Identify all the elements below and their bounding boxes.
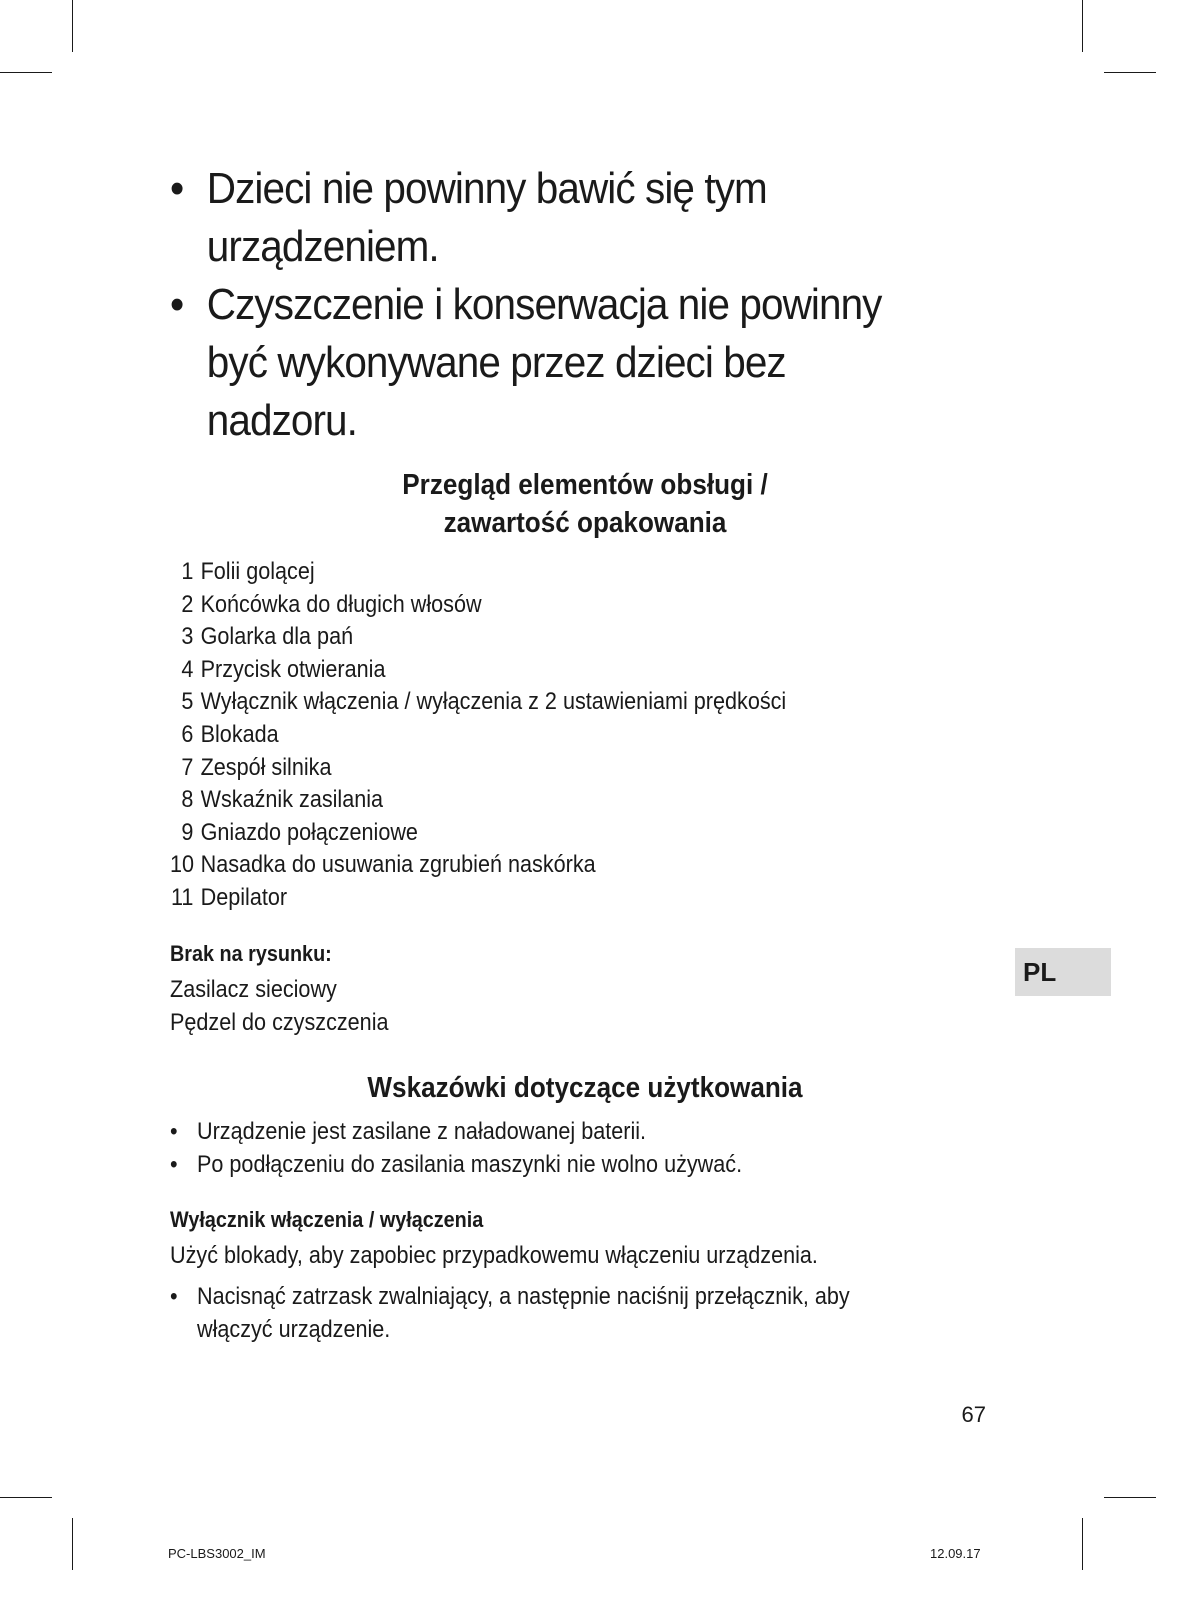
bullet-marker: • [170,280,184,329]
safety-bullet-list [170,160,1000,450]
switch-bullet-list [170,1280,1000,1346]
item-label: Blokada [200,720,279,748]
usage-bullet-text: Urządzenie jest zasilane z naładowanej baterii. [197,1117,647,1145]
item-number: 9 [181,818,194,846]
item-label: Wskaźnik zasilania [200,786,384,814]
safety-bullet [170,276,934,450]
item-number: 8 [181,786,194,814]
bullet-marker: • [170,1282,178,1310]
switch-bullet [170,1280,917,1346]
not-shown-item: Zasilacz sieciowy [170,975,337,1003]
item-label: Wyłącznik włączenia / wyłączenia z 2 ustawieniami prędkości [200,688,787,716]
item-number: 5 [181,688,194,716]
safety-bullet-text: Dzieci nie powinny bawić się tym urządzeniem. [206,164,767,271]
list-item [170,882,917,915]
bullet-marker: • [170,164,184,213]
safety-bullet-text: Czyszczenie i konserwacja nie powinny być wykonywane przez dzieci bez nadzoru. [206,280,882,445]
item-number: 3 [181,623,194,651]
item-label: Gniazdo połączeniowe [200,818,418,846]
item-number: 6 [181,720,194,748]
item-label: Przycisk otwierania [200,655,386,683]
list-item [170,621,917,654]
parts-list [170,556,1000,915]
switch-heading: Wyłącznik włączenia / wyłączenia [170,1206,484,1232]
usage-bullet-text: Po podłączeniu do zasilania maszynki nie wolno używać. [197,1150,743,1178]
item-number: 1 [181,558,194,585]
item-label: Golarka dla pań [200,623,354,651]
list-item [170,752,917,785]
language-tab: PL [1015,948,1111,996]
list-item [170,817,917,850]
item-number: 2 [181,590,194,618]
crop-mark [72,0,73,52]
switch-text: Użyć blokady, aby zapobiec przypadkowemu włączeniu urządzenia. [170,1241,818,1269]
list-item [170,556,917,589]
usage-title: Wskazówki dotyczące użytkowania [367,1071,803,1104]
not-shown-item: Pędzel do czyszczenia [170,1008,389,1036]
overview-title-line: zawartość opakowania [443,507,727,539]
list-item [170,654,917,687]
list-item [170,719,917,752]
list-item [170,686,917,719]
overview-title [212,466,959,542]
crop-mark [72,1518,73,1570]
bullet-marker: • [170,1150,178,1178]
usage-bullet [170,1148,917,1181]
crop-mark [1082,0,1083,52]
item-label: Depilator [200,883,288,911]
crop-mark [1104,1497,1156,1498]
crop-mark [1082,1518,1083,1570]
item-number: 7 [181,753,194,781]
list-item [170,849,917,882]
page-number: 67 [961,1402,986,1427]
overview-title-line: Przegląd elementów obsługi / [402,469,768,501]
list-item [170,784,917,817]
item-number: 10 [170,851,195,879]
page-content [170,160,1000,1346]
item-label: Folii golącej [200,558,315,585]
item-number: 11 [170,883,194,911]
not-shown-heading: Brak na rysunku: [170,940,332,966]
item-label: Nasadka do usuwania zgrubień naskórka [200,851,596,879]
item-label: Zespół silnika [200,753,332,781]
crop-mark [1104,72,1156,73]
bullet-marker: • [170,1117,178,1145]
list-item [170,589,917,622]
safety-bullet [170,160,934,276]
footer-date: 12.09.17 [930,1546,981,1561]
crop-mark [0,72,52,73]
crop-mark [0,1497,52,1498]
item-label: Końcówka do długich włosów [200,590,482,618]
footer-doc-code: PC-LBS3002_IM [168,1546,266,1561]
usage-bullet-list [170,1115,1000,1181]
switch-bullet-text: Nacisnąć zatrzask zwalniający, a następnie naciśnij przełącznik, aby włączyć urządzenie. [197,1282,850,1343]
item-number: 4 [181,655,194,683]
usage-bullet [170,1115,917,1148]
